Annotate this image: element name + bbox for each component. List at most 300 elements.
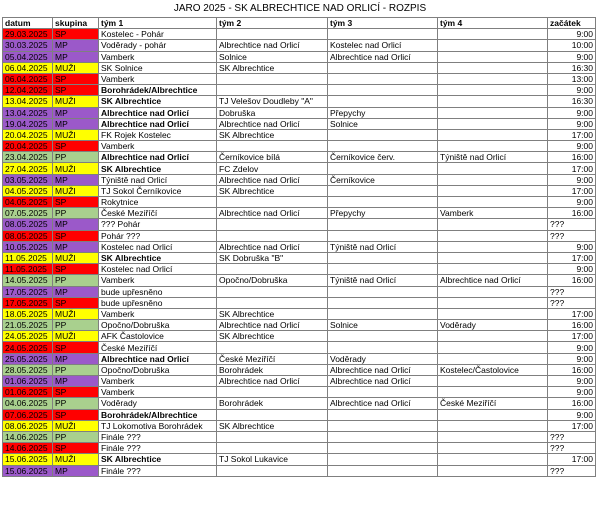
date-cell[interactable]: 13.04.2025 xyxy=(3,96,53,107)
date-cell[interactable]: 04.05.2025 xyxy=(3,197,53,208)
team-2-cell[interactable] xyxy=(217,219,328,230)
team-4-cell[interactable] xyxy=(438,141,548,152)
team-1-cell[interactable]: Finále ??? xyxy=(99,465,217,476)
table-row xyxy=(3,252,596,263)
team-4-cell[interactable] xyxy=(438,409,548,420)
group-cell[interactable]: MP xyxy=(53,376,99,387)
date-cell[interactable]: 30.03.2025 xyxy=(3,40,53,51)
team-2-cell[interactable]: Albrechtice nad Orlicí xyxy=(217,40,328,51)
team-2-cell[interactable]: SK Albrechtice xyxy=(217,62,328,73)
team-2-cell[interactable] xyxy=(217,297,328,308)
group-cell[interactable]: MUŽI xyxy=(53,420,99,431)
team-3-cell[interactable] xyxy=(328,197,438,208)
start-time-cell[interactable]: 9:00 xyxy=(548,85,596,96)
date-cell[interactable]: 19.04.2025 xyxy=(3,118,53,129)
team-3-cell[interactable] xyxy=(328,465,438,476)
team-1-cell[interactable]: Vamberk xyxy=(99,308,217,319)
team-2-cell[interactable] xyxy=(217,465,328,476)
team-2-cell[interactable]: SK Albrechtice xyxy=(217,129,328,140)
team-3-cell[interactable]: Černíkovice xyxy=(328,174,438,185)
header-team-4[interactable]: tým 4 xyxy=(438,18,548,29)
table-row xyxy=(3,443,596,454)
team-4-cell[interactable] xyxy=(438,342,548,353)
team-3-cell[interactable]: Albrechtice nad Orlicí xyxy=(328,376,438,387)
team-3-cell[interactable] xyxy=(328,129,438,140)
team-1-cell[interactable]: České Meziříčí xyxy=(99,342,217,353)
team-1-cell[interactable]: Voděrady - pohár xyxy=(99,40,217,51)
group-cell[interactable]: SP xyxy=(53,85,99,96)
group-cell[interactable]: MUŽI xyxy=(53,331,99,342)
start-time-cell[interactable]: 16:30 xyxy=(548,62,596,73)
group-cell[interactable]: PP xyxy=(53,208,99,219)
start-time-cell[interactable]: 9:00 xyxy=(548,241,596,252)
start-time-cell[interactable]: ??? xyxy=(548,431,596,442)
team-2-cell[interactable]: Albrechtice nad Orlicí xyxy=(217,241,328,252)
date-cell[interactable]: 24.05.2025 xyxy=(3,331,53,342)
team-3-cell[interactable]: Solnice xyxy=(328,320,438,331)
start-time-cell[interactable]: 9:00 xyxy=(548,264,596,275)
team-2-cell[interactable]: Albrechtice nad Orlicí xyxy=(217,320,328,331)
team-1-cell[interactable]: Albrechtice nad Orlicí xyxy=(99,107,217,118)
team-4-cell[interactable] xyxy=(438,85,548,96)
team-4-cell[interactable] xyxy=(438,62,548,73)
group-cell[interactable]: PP xyxy=(53,152,99,163)
team-1-cell[interactable]: FK Rojek Kostelec xyxy=(99,129,217,140)
team-3-cell[interactable] xyxy=(328,73,438,84)
date-cell[interactable]: 14.06.2025 xyxy=(3,431,53,442)
date-cell[interactable]: 06.04.2025 xyxy=(3,73,53,84)
team-1-cell[interactable]: bude upřesněno xyxy=(99,297,217,308)
team-3-cell[interactable] xyxy=(328,297,438,308)
team-3-cell[interactable]: Albrechtice nad Orlicí xyxy=(328,51,438,62)
team-4-cell[interactable] xyxy=(438,331,548,342)
date-cell[interactable]: 04.05.2025 xyxy=(3,185,53,196)
team-3-cell[interactable] xyxy=(328,342,438,353)
team-4-cell[interactable] xyxy=(438,51,548,62)
date-cell[interactable]: 06.04.2025 xyxy=(3,62,53,73)
team-4-cell[interactable] xyxy=(438,230,548,241)
start-time-cell[interactable]: ??? xyxy=(548,286,596,297)
group-cell[interactable]: PP xyxy=(53,275,99,286)
table-row xyxy=(3,275,596,286)
start-time-cell[interactable]: 17:00 xyxy=(548,331,596,342)
team-4-cell[interactable] xyxy=(438,420,548,431)
team-1-cell[interactable]: Finále ??? xyxy=(99,431,217,442)
group-cell[interactable]: MP xyxy=(53,465,99,476)
date-cell[interactable]: 13.04.2025 xyxy=(3,107,53,118)
team-2-cell[interactable]: SK Dobruška "B" xyxy=(217,252,328,263)
group-cell[interactable]: MUŽI xyxy=(53,454,99,465)
team-4-cell[interactable] xyxy=(438,353,548,364)
group-cell[interactable]: MUŽI xyxy=(53,308,99,319)
date-cell[interactable]: 24.05.2025 xyxy=(3,342,53,353)
team-3-cell[interactable]: Přepychy xyxy=(328,208,438,219)
team-1-cell[interactable]: České Meziříčí xyxy=(99,208,217,219)
group-cell[interactable]: PP xyxy=(53,398,99,409)
team-4-cell[interactable]: České Meziříčí xyxy=(438,398,548,409)
team-1-cell[interactable]: Albrechtice nad Orlicí xyxy=(99,353,217,364)
team-3-cell[interactable] xyxy=(328,185,438,196)
team-2-cell[interactable]: SK Albrechtice xyxy=(217,185,328,196)
date-cell[interactable]: 11.05.2025 xyxy=(3,252,53,263)
team-3-cell[interactable] xyxy=(328,286,438,297)
group-cell[interactable]: MP xyxy=(53,353,99,364)
start-time-cell[interactable]: 9:00 xyxy=(548,141,596,152)
team-1-cell[interactable]: Borohrádek/Albrechtice xyxy=(99,85,217,96)
group-cell[interactable]: SP xyxy=(53,443,99,454)
date-cell[interactable]: 28.05.2025 xyxy=(3,364,53,375)
team-4-cell[interactable]: Albrechtice nad Orlicí xyxy=(438,275,548,286)
group-cell[interactable]: MUŽI xyxy=(53,62,99,73)
start-time-cell[interactable]: 9:00 xyxy=(548,387,596,398)
team-4-cell[interactable] xyxy=(438,387,548,398)
team-3-cell[interactable] xyxy=(328,230,438,241)
group-cell[interactable]: SP xyxy=(53,197,99,208)
team-2-cell[interactable]: Borohrádek xyxy=(217,364,328,375)
group-cell[interactable]: SP xyxy=(53,230,99,241)
date-cell[interactable]: 20.04.2025 xyxy=(3,141,53,152)
date-cell[interactable]: 23.04.2025 xyxy=(3,152,53,163)
team-1-cell[interactable]: Kostelec - Pohár xyxy=(99,29,217,40)
date-cell[interactable]: 14.05.2025 xyxy=(3,275,53,286)
team-3-cell[interactable]: Černíkovice červ. xyxy=(328,152,438,163)
team-4-cell[interactable]: Vamberk xyxy=(438,208,548,219)
group-cell[interactable]: SP xyxy=(53,297,99,308)
team-3-cell[interactable] xyxy=(328,264,438,275)
team-1-cell[interactable]: Kostelec nad Orlicí xyxy=(99,241,217,252)
team-2-cell[interactable]: FC Zdelov xyxy=(217,163,328,174)
date-cell[interactable]: 03.05.2025 xyxy=(3,174,53,185)
team-4-cell[interactable] xyxy=(438,118,548,129)
team-3-cell[interactable] xyxy=(328,409,438,420)
team-4-cell[interactable] xyxy=(438,465,548,476)
team-2-cell[interactable] xyxy=(217,230,328,241)
team-4-cell[interactable]: Týniště nad Orlicí xyxy=(438,152,548,163)
group-cell[interactable]: MUŽI xyxy=(53,129,99,140)
group-cell[interactable]: MP xyxy=(53,107,99,118)
group-cell[interactable]: MP xyxy=(53,118,99,129)
team-4-cell[interactable] xyxy=(438,185,548,196)
start-time-cell[interactable]: 16:00 xyxy=(548,320,596,331)
table-row xyxy=(3,219,596,230)
team-3-cell[interactable] xyxy=(328,219,438,230)
group-cell[interactable]: SP xyxy=(53,264,99,275)
team-4-cell[interactable] xyxy=(438,107,548,118)
team-3-cell[interactable] xyxy=(328,331,438,342)
team-2-cell[interactable] xyxy=(217,197,328,208)
group-cell[interactable]: MP xyxy=(53,40,99,51)
date-cell[interactable]: 01.06.2025 xyxy=(3,376,53,387)
team-2-cell[interactable]: SK Albrechtice xyxy=(217,331,328,342)
start-time-cell[interactable]: ??? xyxy=(548,465,596,476)
date-cell[interactable]: 27.04.2025 xyxy=(3,163,53,174)
date-cell[interactable]: 14.06.2025 xyxy=(3,443,53,454)
start-time-cell[interactable]: 9:00 xyxy=(548,376,596,387)
start-time-cell[interactable]: 9:00 xyxy=(548,353,596,364)
team-3-cell[interactable] xyxy=(328,420,438,431)
team-4-cell[interactable] xyxy=(438,443,548,454)
date-cell[interactable]: 11.05.2025 xyxy=(3,264,53,275)
start-time-cell[interactable]: 10:00 xyxy=(548,40,596,51)
date-cell[interactable]: 10.05.2025 xyxy=(3,241,53,252)
header-team-3[interactable]: tým 3 xyxy=(328,18,438,29)
header-skupina[interactable]: skupina xyxy=(53,18,99,29)
group-cell[interactable]: SP xyxy=(53,387,99,398)
team-2-cell[interactable]: Černíkovice bílá xyxy=(217,152,328,163)
start-time-cell[interactable]: 16:00 xyxy=(548,152,596,163)
team-1-cell[interactable]: Kostelec nad Orlicí xyxy=(99,264,217,275)
date-cell[interactable]: 08.05.2025 xyxy=(3,230,53,241)
group-cell[interactable]: MP xyxy=(53,51,99,62)
team-1-cell[interactable]: Voděrady xyxy=(99,398,217,409)
date-cell[interactable]: 05.04.2025 xyxy=(3,51,53,62)
team-2-cell[interactable] xyxy=(217,141,328,152)
date-cell[interactable]: 21.05.2025 xyxy=(3,320,53,331)
group-cell[interactable]: SP xyxy=(53,29,99,40)
date-cell[interactable]: 15.06.2025 xyxy=(3,454,53,465)
team-4-cell[interactable] xyxy=(438,129,548,140)
team-4-cell[interactable] xyxy=(438,241,548,252)
team-1-cell[interactable]: Albrechtice nad Orlicí xyxy=(99,118,217,129)
team-4-cell[interactable] xyxy=(438,431,548,442)
team-2-cell[interactable] xyxy=(217,85,328,96)
team-4-cell[interactable] xyxy=(438,454,548,465)
table-row xyxy=(3,431,596,442)
group-cell[interactable]: SP xyxy=(53,409,99,420)
group-cell[interactable]: SP xyxy=(53,342,99,353)
group-cell[interactable]: SP xyxy=(53,141,99,152)
team-1-cell[interactable]: Týniště nad Orlicí xyxy=(99,174,217,185)
team-4-cell[interactable] xyxy=(438,252,548,263)
team-4-cell[interactable] xyxy=(438,308,548,319)
start-time-cell[interactable]: 9:00 xyxy=(548,51,596,62)
date-cell[interactable]: 07.05.2025 xyxy=(3,208,53,219)
date-cell[interactable]: 07.06.2025 xyxy=(3,409,53,420)
start-time-cell[interactable]: 9:00 xyxy=(548,118,596,129)
team-3-cell[interactable] xyxy=(328,62,438,73)
start-time-cell[interactable]: 17:00 xyxy=(548,308,596,319)
team-2-cell[interactable] xyxy=(217,387,328,398)
team-4-cell[interactable] xyxy=(438,174,548,185)
team-3-cell[interactable] xyxy=(328,163,438,174)
group-cell[interactable]: MP xyxy=(53,174,99,185)
table-row xyxy=(3,73,596,84)
start-time-cell[interactable]: 16:00 xyxy=(548,364,596,375)
group-cell[interactable]: PP xyxy=(53,364,99,375)
team-4-cell[interactable] xyxy=(438,197,548,208)
team-2-cell[interactable]: TJ Velešov Doudleby "A" xyxy=(217,96,328,107)
table-row xyxy=(3,264,596,275)
start-time-cell[interactable]: 9:00 xyxy=(548,409,596,420)
start-time-cell[interactable]: 17:00 xyxy=(548,185,596,196)
team-2-cell[interactable] xyxy=(217,73,328,84)
start-time-cell[interactable]: 13:00 xyxy=(548,73,596,84)
table-row xyxy=(3,353,596,364)
page-title: JARO 2025 - SK ALBRECHTICE NAD ORLICÍ - ROZPIS xyxy=(173,3,427,14)
team-2-cell[interactable]: Dobruška xyxy=(217,107,328,118)
start-time-cell[interactable]: 9:00 xyxy=(548,107,596,118)
team-2-cell[interactable]: Albrechtice nad Orlicí xyxy=(217,376,328,387)
team-4-cell[interactable]: Kostelec/Častolovice xyxy=(438,364,548,375)
start-time-cell[interactable]: 17:00 xyxy=(548,252,596,263)
team-4-cell[interactable]: Voděrady xyxy=(438,320,548,331)
team-1-cell[interactable]: SK Solnice xyxy=(99,62,217,73)
group-cell[interactable]: PP xyxy=(53,320,99,331)
team-2-cell[interactable] xyxy=(217,29,328,40)
date-cell[interactable]: 17.05.2025 xyxy=(3,286,53,297)
team-1-cell[interactable]: Rokytnice xyxy=(99,197,217,208)
team-1-cell[interactable]: Borohrádek/Albrechtice xyxy=(99,409,217,420)
team-4-cell[interactable] xyxy=(438,264,548,275)
team-4-cell[interactable] xyxy=(438,297,548,308)
group-cell[interactable]: MUŽI xyxy=(53,185,99,196)
group-cell[interactable]: SP xyxy=(53,73,99,84)
team-1-cell[interactable]: TJ Lokomotiva Borohrádek xyxy=(99,420,217,431)
team-3-cell[interactable] xyxy=(328,387,438,398)
team-4-cell[interactable] xyxy=(438,29,548,40)
header-team-2[interactable]: tým 2 xyxy=(217,18,328,29)
date-cell[interactable]: 17.05.2025 xyxy=(3,297,53,308)
date-cell[interactable]: 12.04.2025 xyxy=(3,85,53,96)
table-row xyxy=(3,387,596,398)
team-2-cell[interactable] xyxy=(217,431,328,442)
team-2-cell[interactable] xyxy=(217,264,328,275)
team-3-cell[interactable] xyxy=(328,85,438,96)
team-1-cell[interactable]: Vamberk xyxy=(99,275,217,286)
team-2-cell[interactable] xyxy=(217,409,328,420)
team-1-cell[interactable]: ??? Pohár xyxy=(99,219,217,230)
start-time-cell[interactable]: 17:00 xyxy=(548,420,596,431)
team-1-cell[interactable]: Vamberk xyxy=(99,387,217,398)
team-3-cell[interactable]: Týniště nad Orlicí xyxy=(328,241,438,252)
team-1-cell[interactable]: Opočno/Dobruška xyxy=(99,320,217,331)
start-time-cell[interactable]: 9:00 xyxy=(548,197,596,208)
start-time-cell[interactable]: 17:00 xyxy=(548,163,596,174)
team-2-cell[interactable] xyxy=(217,443,328,454)
start-time-cell[interactable]: ??? xyxy=(548,230,596,241)
team-2-cell[interactable]: Albrechtice nad Orlicí xyxy=(217,118,328,129)
date-cell[interactable]: 08.05.2025 xyxy=(3,219,53,230)
team-4-cell[interactable] xyxy=(438,376,548,387)
team-3-cell[interactable]: Týniště nad Orlicí xyxy=(328,275,438,286)
start-time-cell[interactable]: ??? xyxy=(548,219,596,230)
date-cell[interactable]: 08.06.2025 xyxy=(3,420,53,431)
team-1-cell[interactable]: Vamberk xyxy=(99,141,217,152)
team-2-cell[interactable]: Opočno/Dobruška xyxy=(217,275,328,286)
team-2-cell[interactable] xyxy=(217,286,328,297)
team-2-cell[interactable]: České Meziříčí xyxy=(217,353,328,364)
team-1-cell[interactable]: SK Albrechtice xyxy=(99,252,217,263)
team-2-cell[interactable]: SK Albrechtice xyxy=(217,420,328,431)
team-1-cell[interactable]: Vamberk xyxy=(99,51,217,62)
table-row xyxy=(3,152,596,163)
table-row xyxy=(3,465,596,476)
start-time-cell[interactable]: 16:00 xyxy=(548,208,596,219)
team-3-cell[interactable] xyxy=(328,308,438,319)
team-1-cell[interactable]: Albrechtice nad Orlicí xyxy=(99,152,217,163)
team-2-cell[interactable]: Albrechtice nad Orlicí xyxy=(217,174,328,185)
team-3-cell[interactable] xyxy=(328,141,438,152)
start-time-cell[interactable]: 17:00 xyxy=(548,129,596,140)
team-4-cell[interactable] xyxy=(438,73,548,84)
date-cell[interactable]: 04.06.2025 xyxy=(3,398,53,409)
team-4-cell[interactable] xyxy=(438,40,548,51)
team-1-cell[interactable]: Vamberk xyxy=(99,376,217,387)
team-4-cell[interactable] xyxy=(438,286,548,297)
group-cell[interactable]: MP xyxy=(53,219,99,230)
team-1-cell[interactable]: SK Albrechtice xyxy=(99,454,217,465)
table-row xyxy=(3,51,596,62)
group-cell[interactable]: MUŽI xyxy=(53,252,99,263)
date-cell[interactable]: 25.05.2025 xyxy=(3,353,53,364)
team-2-cell[interactable]: Borohrádek xyxy=(217,398,328,409)
header-datum[interactable]: datum xyxy=(3,18,53,29)
team-3-cell[interactable]: Albrechtice nad Orlicí xyxy=(328,398,438,409)
team-4-cell[interactable] xyxy=(438,219,548,230)
team-1-cell[interactable]: SK Albrechtice xyxy=(99,96,217,107)
team-1-cell[interactable]: Vamberk xyxy=(99,73,217,84)
date-cell[interactable]: 15.06.2025 xyxy=(3,465,53,476)
team-1-cell[interactable]: Finále ??? xyxy=(99,443,217,454)
team-1-cell[interactable]: Opočno/Dobruška xyxy=(99,364,217,375)
start-time-cell[interactable]: 16:30 xyxy=(548,96,596,107)
start-time-cell[interactable]: 17:00 xyxy=(548,454,596,465)
header-team-1[interactable]: tým 1 xyxy=(99,18,217,29)
start-time-cell[interactable]: ??? xyxy=(548,297,596,308)
group-cell[interactable]: MP xyxy=(53,241,99,252)
team-4-cell[interactable] xyxy=(438,96,548,107)
team-1-cell[interactable]: AFK Častolovice xyxy=(99,331,217,342)
team-1-cell[interactable]: TJ Sokol Černíkovice xyxy=(99,185,217,196)
team-3-cell[interactable] xyxy=(328,443,438,454)
team-2-cell[interactable]: Solnice xyxy=(217,51,328,62)
team-3-cell[interactable] xyxy=(328,29,438,40)
team-3-cell[interactable]: Albrechtice nad Orlicí xyxy=(328,364,438,375)
group-cell[interactable]: MP xyxy=(53,286,99,297)
start-time-cell[interactable]: 16:00 xyxy=(548,398,596,409)
team-3-cell[interactable] xyxy=(328,252,438,263)
start-time-cell[interactable]: 9:00 xyxy=(548,342,596,353)
team-3-cell[interactable]: Kostelec nad Orlicí xyxy=(328,40,438,51)
group-cell[interactable]: MUŽI xyxy=(53,96,99,107)
team-1-cell[interactable]: Pohár ??? xyxy=(99,230,217,241)
team-3-cell[interactable] xyxy=(328,96,438,107)
date-cell[interactable]: 20.04.2025 xyxy=(3,129,53,140)
start-time-cell[interactable]: 9:00 xyxy=(548,174,596,185)
group-cell[interactable]: MUŽI xyxy=(53,163,99,174)
team-2-cell[interactable]: TJ Sokol Lukavice xyxy=(217,454,328,465)
date-cell[interactable]: 01.06.2025 xyxy=(3,387,53,398)
start-time-cell[interactable]: 16:00 xyxy=(548,275,596,286)
team-3-cell[interactable]: Přepychy xyxy=(328,107,438,118)
team-3-cell[interactable] xyxy=(328,454,438,465)
start-time-cell[interactable]: 9:00 xyxy=(548,29,596,40)
team-2-cell[interactable] xyxy=(217,342,328,353)
group-cell[interactable]: PP xyxy=(53,431,99,442)
team-3-cell[interactable] xyxy=(328,431,438,442)
date-cell[interactable]: 18.05.2025 xyxy=(3,308,53,319)
team-2-cell[interactable]: Albrechtice nad Orlicí xyxy=(217,208,328,219)
team-3-cell[interactable]: Solnice xyxy=(328,118,438,129)
date-cell[interactable]: 29.03.2025 xyxy=(3,29,53,40)
team-2-cell[interactable]: SK Albrechtice xyxy=(217,308,328,319)
team-1-cell[interactable]: bude upřesněno xyxy=(99,286,217,297)
team-1-cell[interactable]: SK Albrechtice xyxy=(99,163,217,174)
start-time-cell[interactable]: ??? xyxy=(548,443,596,454)
header-start-time[interactable]: začátek xyxy=(548,18,596,29)
team-4-cell[interactable] xyxy=(438,163,548,174)
team-3-cell[interactable]: Voděrady xyxy=(328,353,438,364)
